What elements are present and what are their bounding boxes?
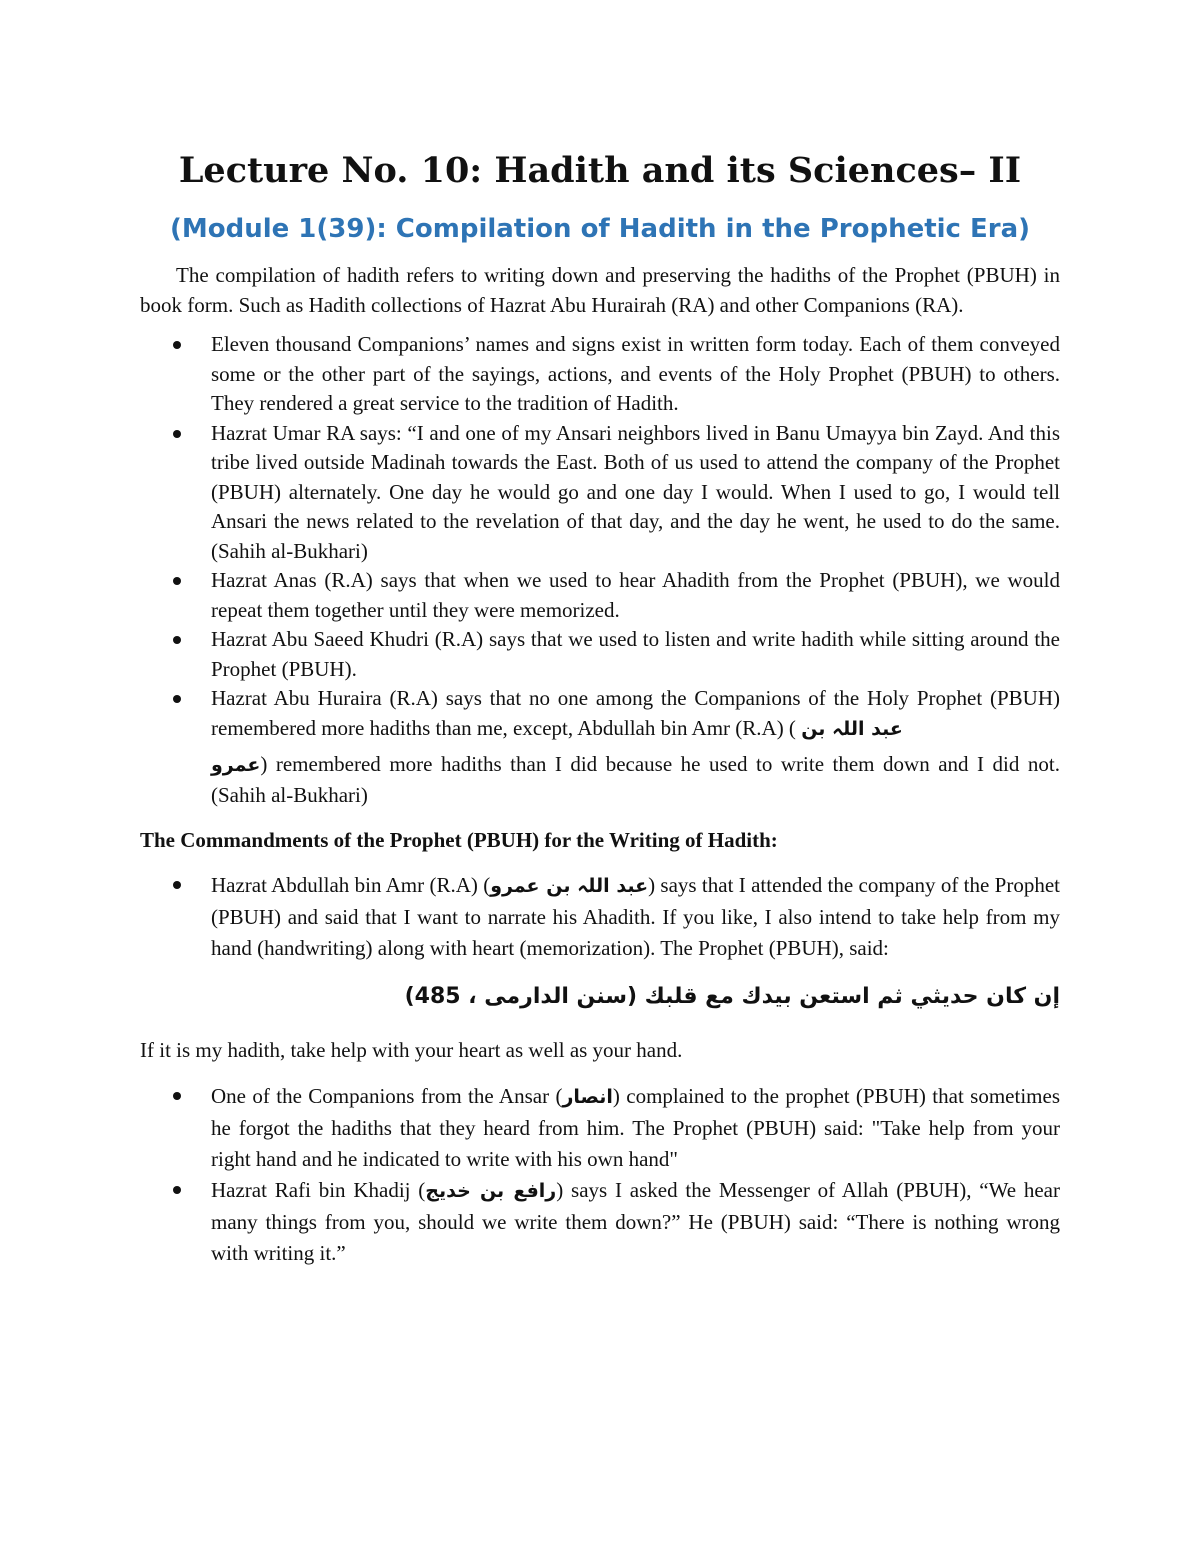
- bullet-icon: [173, 430, 181, 438]
- arabic-name: انصار: [562, 1086, 613, 1108]
- list-item-text: Hazrat Anas (R.A) says that when we used to hear Ahadith from the Prophet (PBUH), we would repeat them together until they were memorized.: [211, 568, 1060, 622]
- list-item-text: ) remembered more hadiths than I did because he used to write them down and I did not. (Sahih al-Bukhari): [211, 752, 1060, 807]
- bullet-icon: [173, 636, 181, 644]
- list-item-text: Hazrat Abu Saeed Khudri (R.A) says that we used to listen and write hadith while sitting around the Prophet (PBUH).: [211, 627, 1060, 681]
- intro-paragraph: The compilation of hadith refers to writing down and preserving the hadiths of the Prophet (PBUH) in book form. Such as Hadith collections of Hazrat Abu Hurairah (RA) and other Companions (RA).: [140, 263, 1060, 317]
- bullet-icon: [173, 695, 181, 703]
- list-item: [140, 1175, 1060, 1269]
- bullet-icon: [173, 1186, 181, 1194]
- arabic-name: رافع بن خدیج: [425, 1180, 557, 1202]
- list-item-text: One of the Companions from the Ansar (: [211, 1084, 563, 1108]
- list-item-text: Hazrat Abdullah bin Amr (R.A) (: [211, 872, 491, 897]
- list-item-text: Hazrat Abu Huraira (R.A) says that no one among the Companions of the Holy Prophet (PBUH) remembered more hadiths than me, except, Abdullah bin Amr (R.A) (: [211, 686, 1060, 740]
- list-item: [140, 625, 1060, 684]
- section-heading: The Commandments of the Prophet (PBUH) for the Writing of Hadith:: [140, 828, 778, 852]
- list-item: [140, 684, 1060, 810]
- list-item: [140, 330, 1060, 419]
- list-item: [140, 419, 1060, 567]
- list-item: [140, 1081, 1060, 1175]
- list-item-text: ) says that I attended the company of the Prophet (PBUH) and said that I want to narrate his Ahadith. If you like, I also intend to take help from my hand (handwriting) along with heart (memorization). The Prophet (PBUH), said:: [211, 872, 1060, 960]
- bullet-list: [140, 870, 1060, 964]
- bullet-icon: [173, 881, 181, 889]
- arabic-quote: إن كان حديثي ثم استعن بيدك مع قلبك (سنن الدارمی ، 485): [404, 983, 1060, 1009]
- arabic-name: عمرو: [211, 754, 261, 776]
- arabic-name: عبد اللہ بن عمرو: [490, 874, 649, 897]
- list-item-continuation: [211, 750, 1060, 810]
- list-item-text: ) complained to the prophet (PBUH) that sometimes he forgot the hadiths that they heard from him. The Prophet (PBUH) said: "Take help from your right hand and he indicated to write with his own hand": [211, 1084, 1060, 1171]
- list-item-text: Eleven thousand Companions’ names and signs exist in written form today. Each of them conveyed some or the other part of the sayings, actions, and events of the Holy Prophet (PBUH) to others. They rendered a great service to the tradition of Hadith.: [211, 332, 1060, 415]
- arabic-name: عبد اللہ بن: [801, 717, 903, 740]
- bullet-list: [140, 330, 1060, 810]
- bullet-icon: [173, 577, 181, 585]
- list-item-text: Hazrat Rafi bin Khadij (: [211, 1178, 426, 1202]
- list-item-text: Hazrat Umar RA says: “I and one of my Ansari neighbors lived in Banu Umayya bin Zayd. And this tribe lived outside Madinah towards the East. Both of us used to attend the company of the Prophet (PBUH) alternately. One day he would go and one day I would. When I used to go, I would tell Ansari the news related to the revelation of that day, and the day he went, he used to do the same. (Sahih al-Bukhari): [211, 420, 1060, 563]
- bullet-list: [140, 1081, 1060, 1269]
- bullet-icon: [173, 341, 181, 349]
- list-item: [140, 566, 1060, 625]
- list-item: [140, 870, 1060, 964]
- list-item-text: ) says I asked the Messenger of Allah (PBUH), “We hear many things from you, should we write them down?” He (PBUH) said: “There is nothing wrong with writing it.”: [211, 1178, 1060, 1265]
- module-subtitle: (Module 1(39): Compilation of Hadith in the Prophetic Era): [169, 214, 1031, 244]
- lecture-title: Lecture No. 10: Hadith and its Sciences– II: [178, 150, 1022, 191]
- quote-translation: If it is my hadith, take help with your heart as well as your hand.: [140, 1037, 683, 1062]
- bullet-icon: [173, 1092, 181, 1100]
